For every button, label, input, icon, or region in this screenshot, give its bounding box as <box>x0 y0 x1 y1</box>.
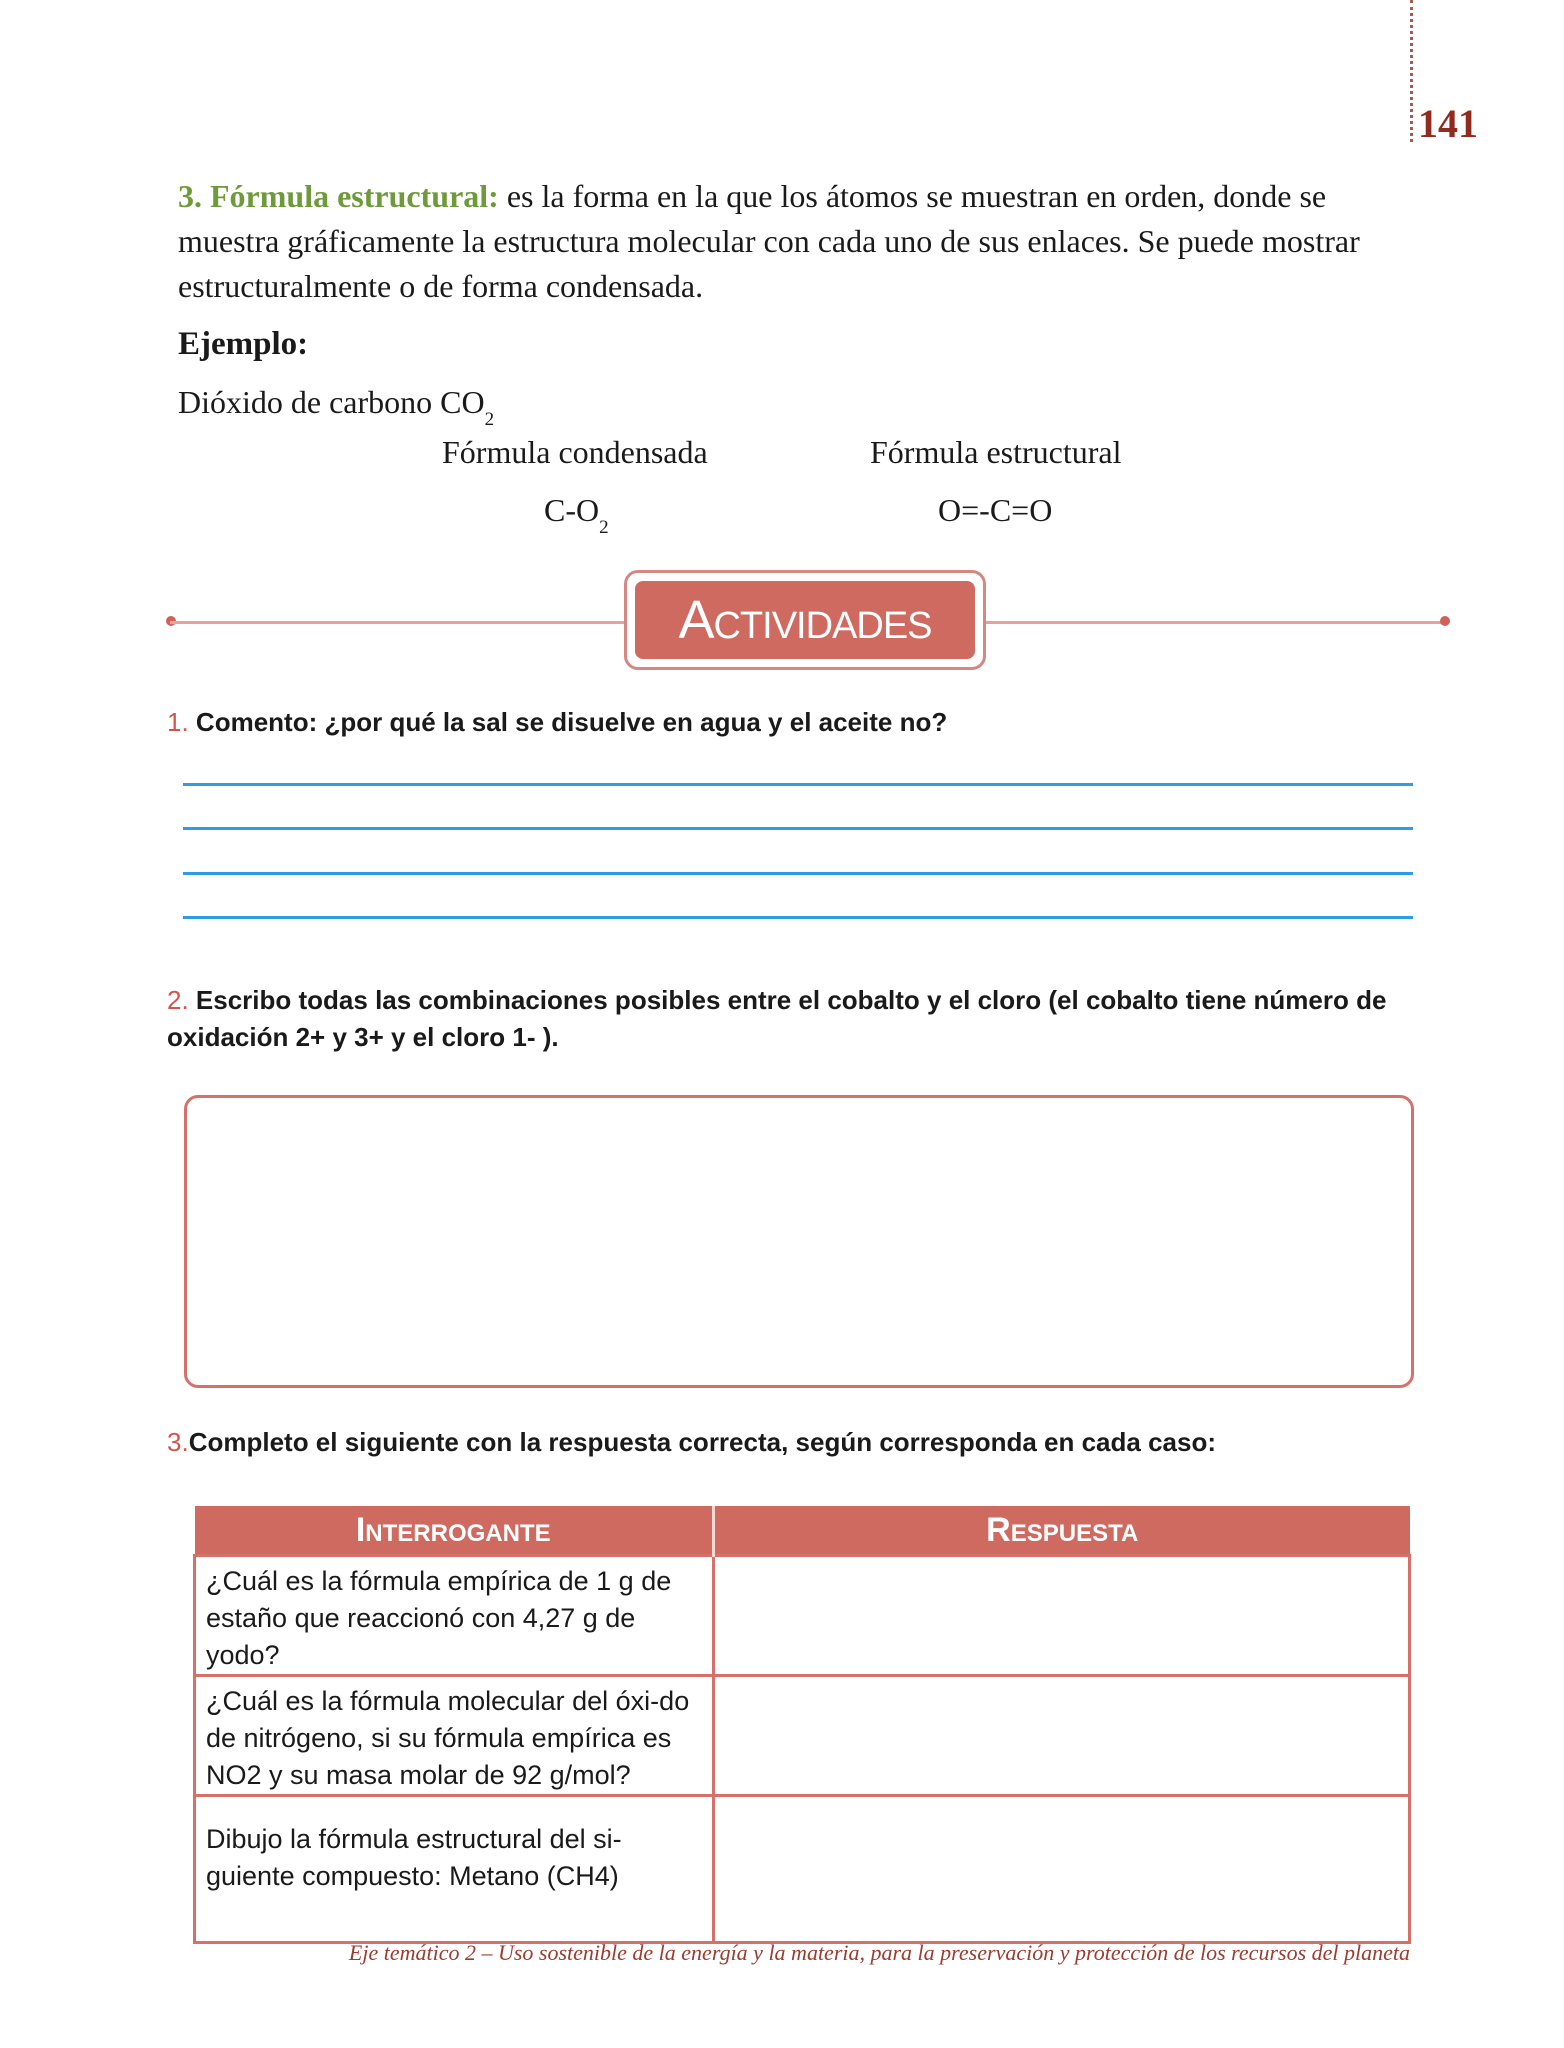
intro-lead-term: 3. Fórmula estructural: <box>178 178 499 214</box>
page-footer: Eje temático 2 – Uso sostenible de la energía y la materia, para la preservación y protección de los recursos del planeta <box>348 1940 1410 1965</box>
answer-cell[interactable] <box>714 1556 1410 1676</box>
activity-1-number: 1. <box>167 707 189 737</box>
condensed-formula-text: C-O <box>544 492 600 528</box>
answer-cell[interactable] <box>714 1796 1410 1943</box>
table-row <box>195 1676 1410 1796</box>
activity-2-answer-box[interactable] <box>184 1095 1414 1388</box>
activity-3-number: 3. <box>167 1427 189 1457</box>
answer-line-1[interactable] <box>183 783 1413 786</box>
structural-formula-label: Fórmula estructural <box>870 434 1122 470</box>
answer-line-2[interactable] <box>183 827 1413 830</box>
activity-1-text: Comento: ¿por qué la sal se disuelve en agua y el aceite no? <box>188 707 948 737</box>
banner-right-dot <box>1440 616 1450 626</box>
activity-2-text: Escribo todas las combinaciones posibles entre el cobalto y el cloro (el cobalto tiene número de oxidación 2+ y 3+ y el cloro 1- ). <box>167 985 1387 1052</box>
compound-name-text: Dióxido de carbono CO <box>178 384 485 420</box>
activities-banner-fill <box>635 581 975 659</box>
table-row <box>195 1796 1410 1943</box>
example-compound-name <box>178 384 495 430</box>
structural-formula: O=-C=O <box>938 492 1053 528</box>
activity-3-prompt <box>167 1424 1417 1461</box>
answer-line-4[interactable] <box>183 916 1413 919</box>
page-number: 141 <box>1418 101 1478 146</box>
question-cell: ¿Cuál es la fórmula molecular del óxi-do de nitrógeno, si su fórmula empírica es NO2 y su masa molar de 92 g/mol? <box>195 1676 714 1796</box>
answer-cell[interactable] <box>714 1676 1410 1796</box>
intro-text: es la forma en la que los átomos se muestran en orden, donde se muestra gráficamente la estructura molecular con cada uno de sus enlaces. Se puede mostrar estructuralmente o de forma condensada. <box>178 178 1360 304</box>
header-respuesta: Respuesta <box>714 1506 1410 1556</box>
activity-3-text: Completo el siguiente con la respuesta correcta, según corresponda en cada caso: <box>188 1427 1217 1457</box>
example-heading: Ejemplo: <box>178 326 309 362</box>
condensed-formula-label: Fórmula condensada <box>442 434 708 470</box>
activity-1-prompt <box>167 704 1417 741</box>
compound-subscript: 2 <box>484 409 495 430</box>
condensed-formula-subscript: 2 <box>599 517 609 538</box>
answer-line-3[interactable] <box>183 872 1413 875</box>
activity-2-prompt <box>167 982 1417 1056</box>
activity-2-number: 2. <box>167 985 189 1015</box>
activities-banner <box>624 570 986 670</box>
page-margin-dotted-rule <box>1410 0 1413 142</box>
header-interrogante: Interrogante <box>195 1506 714 1556</box>
question-cell: Dibujo la fórmula estructural del si-guiente compuesto: Metano (CH4) <box>195 1796 714 1943</box>
banner-left-line <box>170 621 626 624</box>
question-answer-table <box>193 1506 1411 1944</box>
intro-paragraph <box>178 174 1410 309</box>
condensed-formula <box>544 492 609 538</box>
table-row <box>195 1556 1410 1676</box>
table-header-row <box>195 1506 1410 1556</box>
banner-right-line <box>984 621 1444 624</box>
activities-banner-title: Actividades <box>678 590 932 650</box>
question-cell: ¿Cuál es la fórmula empírica de 1 g de estaño que reaccionó con 4,27 g de yodo? <box>195 1556 714 1676</box>
